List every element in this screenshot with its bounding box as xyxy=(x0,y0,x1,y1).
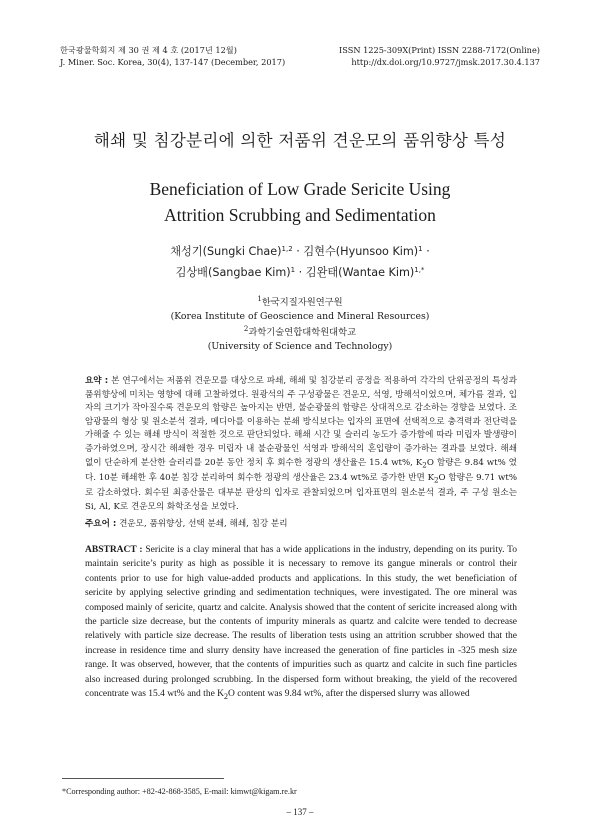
author-hkim: 김현수(Hyunsoo Kim) xyxy=(303,245,419,258)
title-korean: 해쇄 및 침강분리에 의한 저품위 견운모의 품위향상 특성 xyxy=(93,131,507,150)
page-number: – 137 – xyxy=(286,807,314,817)
title-english-line2: Attrition Scrubbing and Sedimentation xyxy=(164,205,436,225)
journal-header-left xyxy=(60,44,285,68)
abstract-english-label: ABSTRACT : xyxy=(85,545,143,555)
abstract-korean-label: 요약 : xyxy=(85,376,109,386)
author-skim-affil: 1 xyxy=(290,266,296,274)
title-english xyxy=(0,176,600,228)
journal-citation: J. Miner. Soc. Korea, 30(4), 137-147 (December, 2017) xyxy=(60,57,286,67)
affiliation-1-mark: 1 xyxy=(257,295,262,303)
abstract-english: ABSTRACT : Sericite is a clay mineral that has a wide applications in the industry, depending on its purity. To maintain sericite’s purity as high as possible it is necessary to remove its gangue minerals or control their contents prior to use for high value-added products and applications. In this study, the wet beneficiation of sericite by applying selective grinding and sedimentation techniques, were investigated. The ore mineral was composed mainly of sericite, quartz and calcite. Analysis showed that the content of sericite increased along with the particle size decrease, but the contents of impurity minerals as quartz and calcite were tended to decrease relatively with particle size decrease. The results of liberation tests using an attrition scrubber showed that the increase in residence time and slurry density have increased the generation of fine particles in -325 mesh size range. It was observed, however, that the contents of impurities such as quartz and calcite in such fine particles also increased during prolonged scrubbing. In the dispersed form without breaking, the yield of the recovered concentrate was 15.4 wt% and the $K_2O$ content was 9.84 wt%, after the dispersed slurry was allowed xyxy=(85,545,517,701)
affiliations xyxy=(0,293,600,353)
k2o-subscript: 2 xyxy=(433,475,439,485)
affiliation-1-ko: $^1$한국지질자원연구원 xyxy=(257,295,343,308)
doi-link[interactable]: http://dx.doi.org/10.9727/jmsk.2017.30.4.137 xyxy=(351,57,540,67)
keywords-label: 주요어 : xyxy=(85,519,117,529)
author-chae-affil: 1,2 xyxy=(281,245,293,253)
journal-header-right xyxy=(339,44,540,68)
k2o-subscript: 2 xyxy=(224,691,228,701)
footnote-divider xyxy=(62,778,224,779)
title-english-line1: Beneficiation of Low Grade Sericite Using xyxy=(149,179,451,199)
author-line2 xyxy=(0,261,600,282)
keywords-korean: 주요어 : 견운모, 품위향상, 선택 분쇄, 해쇄, 침강 분리 xyxy=(85,519,288,529)
affiliation-1-en: (Korea Institute of Geoscience and Mineral Resources) xyxy=(170,310,430,322)
journal-name-ko: 한국광물학회지 제 30 권 제 4 호 (2017년 12월) xyxy=(60,45,237,55)
author-separator: · xyxy=(296,245,300,258)
author-line1 xyxy=(0,240,600,261)
author-hkim-affil: 1 xyxy=(418,245,423,253)
author-wkim-affil: 1,* xyxy=(414,266,425,274)
author-list xyxy=(0,240,600,282)
author-skim: 김상배(Sangbae Kim) xyxy=(175,266,291,279)
author-wkim: 김완태(Wantae Kim) xyxy=(305,266,415,279)
author-chae: 채성기(Sungki Chae) xyxy=(170,245,282,258)
issn: ISSN 1225-309X(Print) ISSN 2288-7172(Online) xyxy=(339,45,540,55)
author-separator: · xyxy=(426,245,430,258)
affiliation-2-ko: $^2$과학기술연합대학원대학교 xyxy=(243,325,357,338)
abstract-korean: 요약 : 본 연구에서는 저품위 견운모를 대상으로 파쇄, 해쇄 및 침강분리 공정을 적용하여 각각의 단위공정의 특성과 품위향상에 미치는 영향에 대해 고찰하였다. 원광석의 주 구성광물은 견운모, 석영, 방해석이었으며, 체가름 결과, 입자의 크기가 작아질수록 견운모의 함량은 높아지는 반면, 불순광물의 함량은 상대적으로 감소하는 경향을 보였다. 조암광물의 형상 및 원소분석 결과, 메디아를 이용하는 분쇄 방식보다는 입자의 표면에 선택적으로 충격력과 전단력을 가해줄 수 있는 해쇄 방식이 적절한 것으로 판단되었다. 해쇄 시간 및 슬러리 농도가 증가함에 따라 미립자 발생량이 증가하였으며, 장시간 해쇄한 경우 미립자 내 불순광물인 석영과 방해석의 혼입량이 증가하는 결과를 보였다. 해쇄 없이 단순하게 분산한 슬러리를 20분 동안 정치 후 회수한 정광의 생산율은 15.4 wt%, $K_2O$ 함량은 9.84 wt% 였다. 10분 해쇄한 후 40분 침강 분리하여 회수한 정광의 생산율은 23.4 wt%로 증가한 반면 $K_2O$ 함량은 9.71 wt%로 감소하였다. 회수된 최종산물은 대부분 판상의 입자로 관찰되었으며 입자표면의 원소분석 결과, 주 구성 원소는 Si, Al, K로 견운모의 화학조성을 보였다. xyxy=(85,376,517,512)
affiliation-2-en: (University of Science and Technology) xyxy=(207,340,393,352)
k2o-subscript: 2 xyxy=(422,460,427,470)
author-separator: · xyxy=(298,266,303,279)
corresponding-author-footnote: *Corresponding author: +82-42-868-3585, E-mail: kimwt@kigam.re.kr xyxy=(62,787,297,796)
affiliation-2-mark: 2 xyxy=(243,325,249,333)
